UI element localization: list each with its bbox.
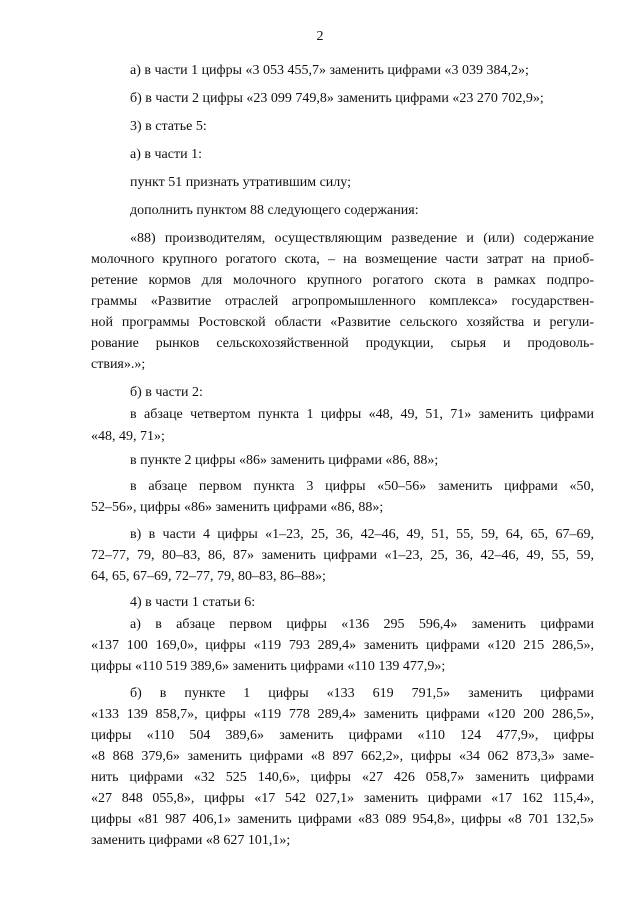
text-line: граммы «Развитие отраслей агропромышленного комплекса» государствен- (91, 294, 594, 309)
text-line: пункт 51 признать утратившим силу; (130, 175, 351, 190)
text-line: «8 868 379,6» заменить цифрами «8 897 662,2», цифры «34 062 873,3» заме- (91, 749, 594, 764)
text-line: б) в части 2: (130, 385, 203, 400)
text-line: цифры «81 987 406,1» заменить цифрами «83 089 954,8», цифры «8 701 132,5» (91, 812, 594, 827)
page-number: 2 (316, 29, 324, 44)
text-line: ретение кормов для молочного крупного рогатого скота в рамках подпро- (91, 273, 594, 288)
text-line: а) в части 1 цифры «3 053 455,7» заменить цифрами «3 039 384,2»; (130, 63, 529, 78)
text-line: «88) производителям, осуществляющим разведение и (или) содержание (130, 231, 594, 246)
text-line: цифры «110 519 389,6» заменить цифрами «110 139 477,9»; (91, 659, 446, 674)
text-line: нить цифрами «32 525 140,6», цифры «27 426 058,7» заменить цифрами (91, 770, 594, 785)
text-line: 3) в статье 5: (130, 119, 207, 134)
text-line: «137 100 169,0», цифры «119 793 289,4» заменить цифрами «120 215 286,5», (91, 638, 594, 653)
text-line: ной программы Ростовской области «Развитие сельского хозяйства и регули- (91, 315, 594, 330)
text-line: в пункте 2 цифры «86» заменить цифрами «86, 88»; (130, 453, 439, 468)
text-line: рование рынков сельскохозяйственной продукции, сырья и продоволь- (91, 336, 594, 351)
text-line: 52–56», цифры «86» заменить цифрами «86, 88»; (91, 500, 384, 515)
text-line: б) в части 2 цифры «23 099 749,8» заменить цифрами «23 270 702,9»; (130, 91, 544, 106)
text-line: дополнить пунктом 88 следующего содержания: (130, 203, 419, 218)
text-line: в абзаце первом пункта 3 цифры «50–56» заменить цифрами «50, (130, 479, 594, 494)
text-line: заменить цифрами «8 627 101,1»; (91, 833, 291, 848)
text-line: цифры «110 504 389,6» заменить цифрами «110 124 477,9», цифры (91, 728, 594, 743)
text-line: б) в пункте 1 цифры «133 619 791,5» заменить цифрами (130, 686, 594, 701)
text-line: 64, 65, 67–69, 72–77, 79, 80–83, 86–88»; (91, 569, 326, 584)
text-line: в) в части 4 цифры «1–23, 25, 36, 42–46, 49, 51, 55, 59, 64, 65, 67–69, (130, 527, 594, 542)
text-line: а) в абзаце первом цифры «136 295 596,4» заменить цифрами (130, 617, 594, 632)
text-line: 4) в части 1 статьи 6: (130, 595, 256, 610)
text-line: в абзаце четвертом пункта 1 цифры «48, 49, 51, 71» заменить цифрами (130, 407, 594, 422)
text-line: ствия».»; (91, 357, 146, 372)
text-line: «133 139 858,7», цифры «119 778 289,4» заменить цифрами «120 200 286,5», (91, 707, 594, 722)
text-line: молочного крупного рогатого скота, – на возмещение части затрат на приоб- (91, 252, 594, 267)
text-line: «27 848 055,8», цифры «17 542 027,1» заменить цифрами «17 162 115,4», (91, 791, 594, 806)
text-line: «48, 49, 71»; (91, 429, 165, 444)
text-line: а) в части 1: (130, 147, 202, 162)
text-line: 72–77, 79, 80–83, 86, 87» заменить цифрами «1–23, 25, 36, 42–46, 49, 55, 59, (91, 548, 594, 563)
